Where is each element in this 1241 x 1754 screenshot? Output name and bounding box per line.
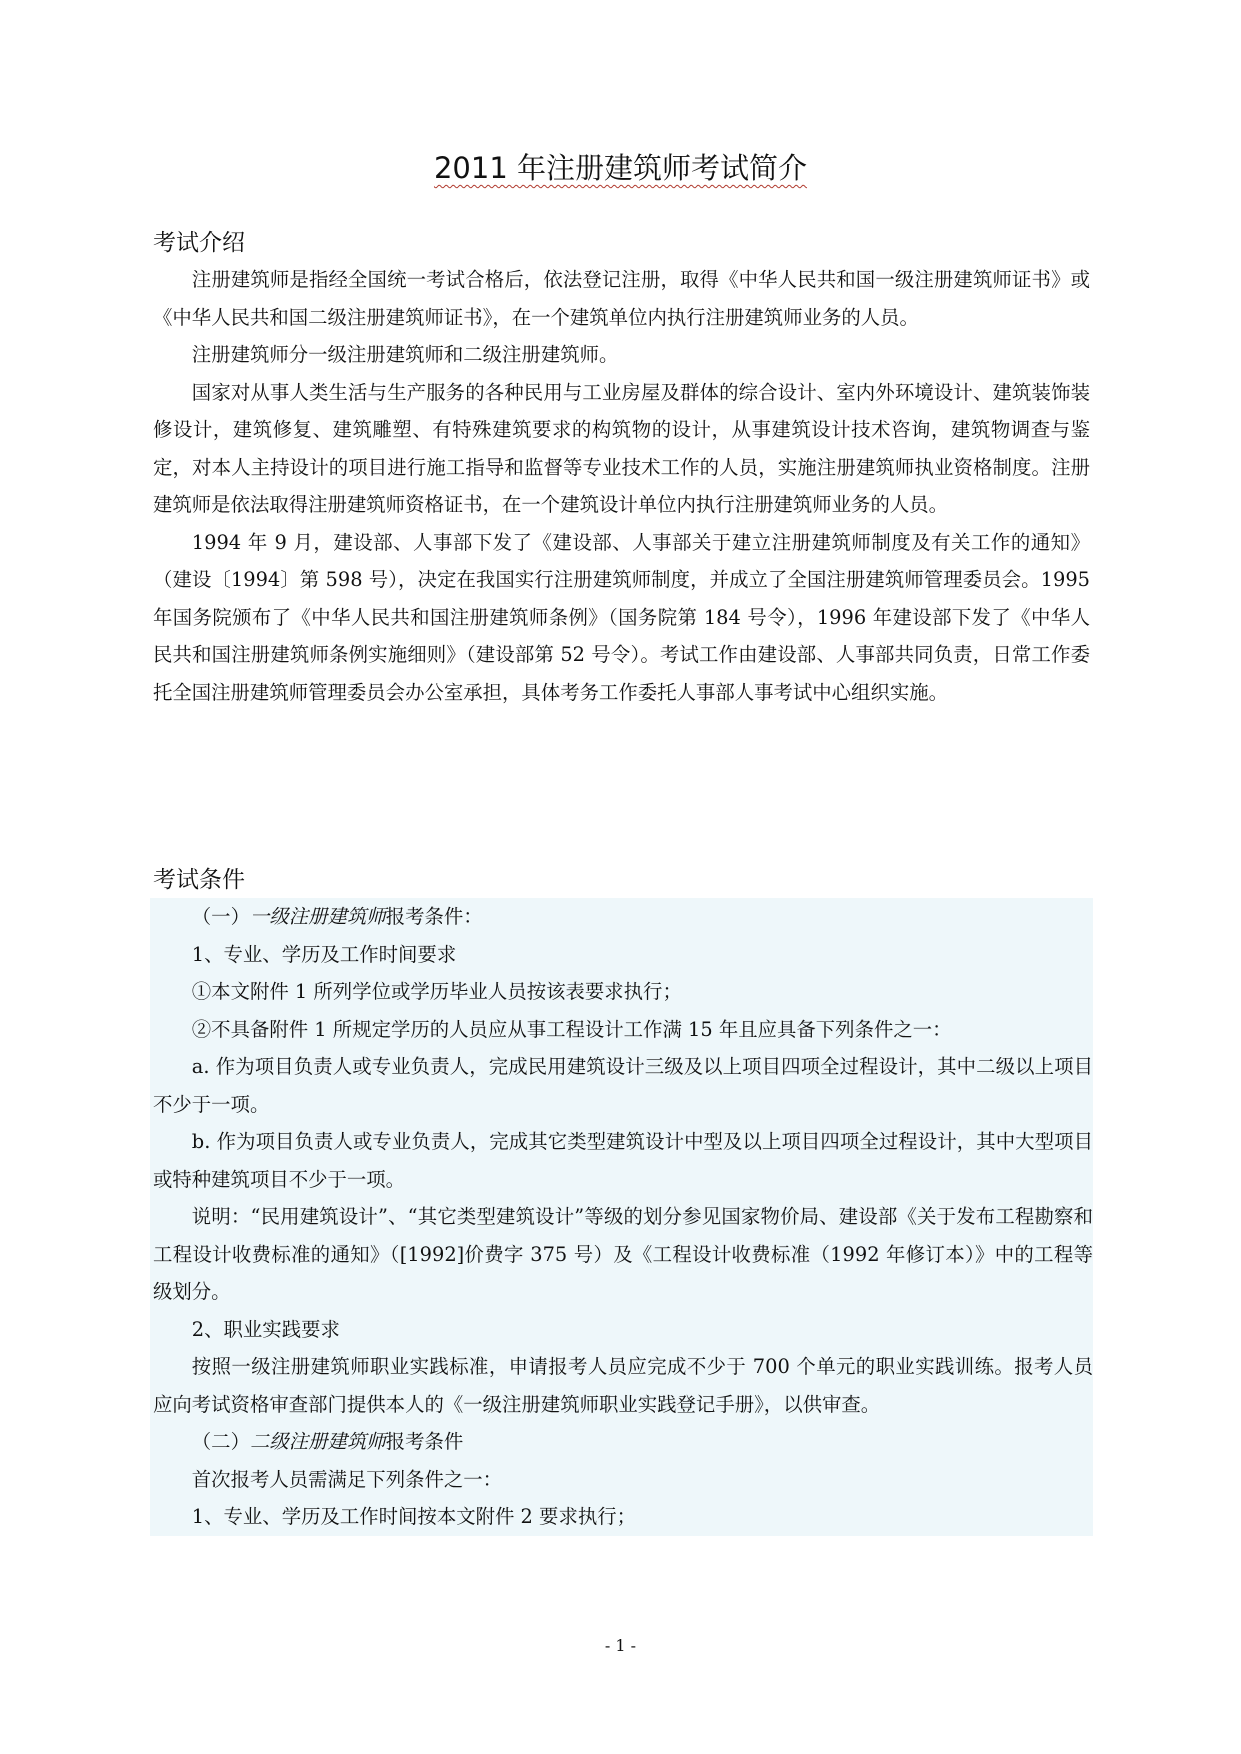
condition-paragraph: ①本文附件 1 所列学位或学历毕业人员按该表要求执行； [191,980,682,1003]
highlighted-block [150,898,1093,1536]
section-heading-exam-intro: 考试介绍 [153,230,245,256]
item-suffix: 报考条件 [385,1430,464,1453]
item-prefix: （二） [191,1430,250,1453]
section-exam-intro [153,225,1090,711]
page-title: 2011 年注册建筑师考试简介 [433,151,808,185]
condition-paragraph: a. 作为项目负责人或专业负责人，完成民用建筑设计三级及以上项目四项全过程设计，其中二级以上项目不少于一项。 [153,1055,1093,1116]
intro-paragraph-2: 注册建筑师分一级注册建筑师和二级注册建筑师。 [191,343,619,366]
condition-paragraph: 1、专业、学历及工作时间要求 [191,942,457,966]
condition-paragraph: 2、职业实践要求 [191,1317,340,1341]
condition-paragraph: ②不具备附件 1 所规定学历的人员应从事工程设计工作满 15 年且应具备下列条件之一： [191,1017,952,1041]
section-heading-exam-conditions: 考试条件 [153,867,245,893]
condition-item-grade-one [153,898,1093,936]
intro-paragraph-3: 国家对从事人类生活与生产服务的各种民用与工业房屋及群体的综合设计、室内外环境设计、建筑装饰装修设计，建筑修复、建筑雕塑、有特殊建筑要求的构筑物的设计，从事建筑设计技术咨询，建筑物调查与鉴定，对本人主持设计的项目进行施工指导和监督等专业技术工作的人员，实施注册建筑师执业资格制度。注册建筑师是依法取得注册建筑师资格证书，在一个建筑设计单位内执行注册建筑师业务的人员。 [153,380,1090,516]
condition-paragraph: 按照一级注册建筑师职业实践标准，申请报考人员应完成不少于 700 个单元的职业实践训练。报考人员应向考试资格审查部门提供本人的《一级注册建筑师职业实践登记手册》，以供审查。 [153,1355,1093,1416]
condition-paragraph: 说明：“民用建筑设计”、“其它类型建筑设计”等级的划分参见国家物价局、建设部《关于发布工程勘察和工程设计收费标准的通知》（[1992]价费字 375 号）及《工程设计收费标准（1992 年修订本）》中的工程等级划分。 [153,1205,1093,1303]
condition-paragraph: b. 作为项目负责人或专业负责人，完成其它类型建筑设计中型及以上项目四项全过程设计，其中大型项目或特种建筑项目不少于一项。 [153,1130,1093,1191]
page-number: - 1 - [604,1636,637,1655]
condition-paragraph: 首次报考人员需满足下列条件之一： [191,1467,503,1491]
condition-paragraph: 1、专业、学历及工作时间按本文附件 2 要求执行； [191,1505,637,1528]
item-suffix: 报考条件： [385,905,483,928]
item-italic-label: 一级注册建筑师 [249,905,386,928]
intro-paragraph-4: 1994 年 9 月，建设部、人事部下发了《建设部、人事部关于建立注册建筑师制度及有关工作的通知》（建设〔1994〕第 598 号），决定在我国实行注册建筑师制度，并成立了全国注册建筑师管理委员会。1995 年国务院颁布了《中华人民共和国注册建筑师条例》（国务院第 184 号令），1996 年建设部下发了《中华人民共和国注册建筑师条例实施细则》（建设部第 52 号令）。考试工作由建设部、人事部共同负责，日常工作委托全国注册建筑师管理委员会办公室承担，具体考务工作委托人事部人事考试中心组织实施。 [153,530,1090,704]
item-italic-label: 二级注册建筑师 [249,1430,386,1453]
item-prefix: （一） [191,905,250,928]
section-exam-conditions [153,862,1093,1536]
condition-item-grade-two [153,1423,1093,1461]
intro-paragraph-1: 注册建筑师是指经全国统一考试合格后，依法登记注册，取得《中华人民共和国一级注册建筑师证书》或《中华人民共和国二级注册建筑师证书》，在一个建筑单位内执行注册建筑师业务的人员。 [153,268,1090,329]
